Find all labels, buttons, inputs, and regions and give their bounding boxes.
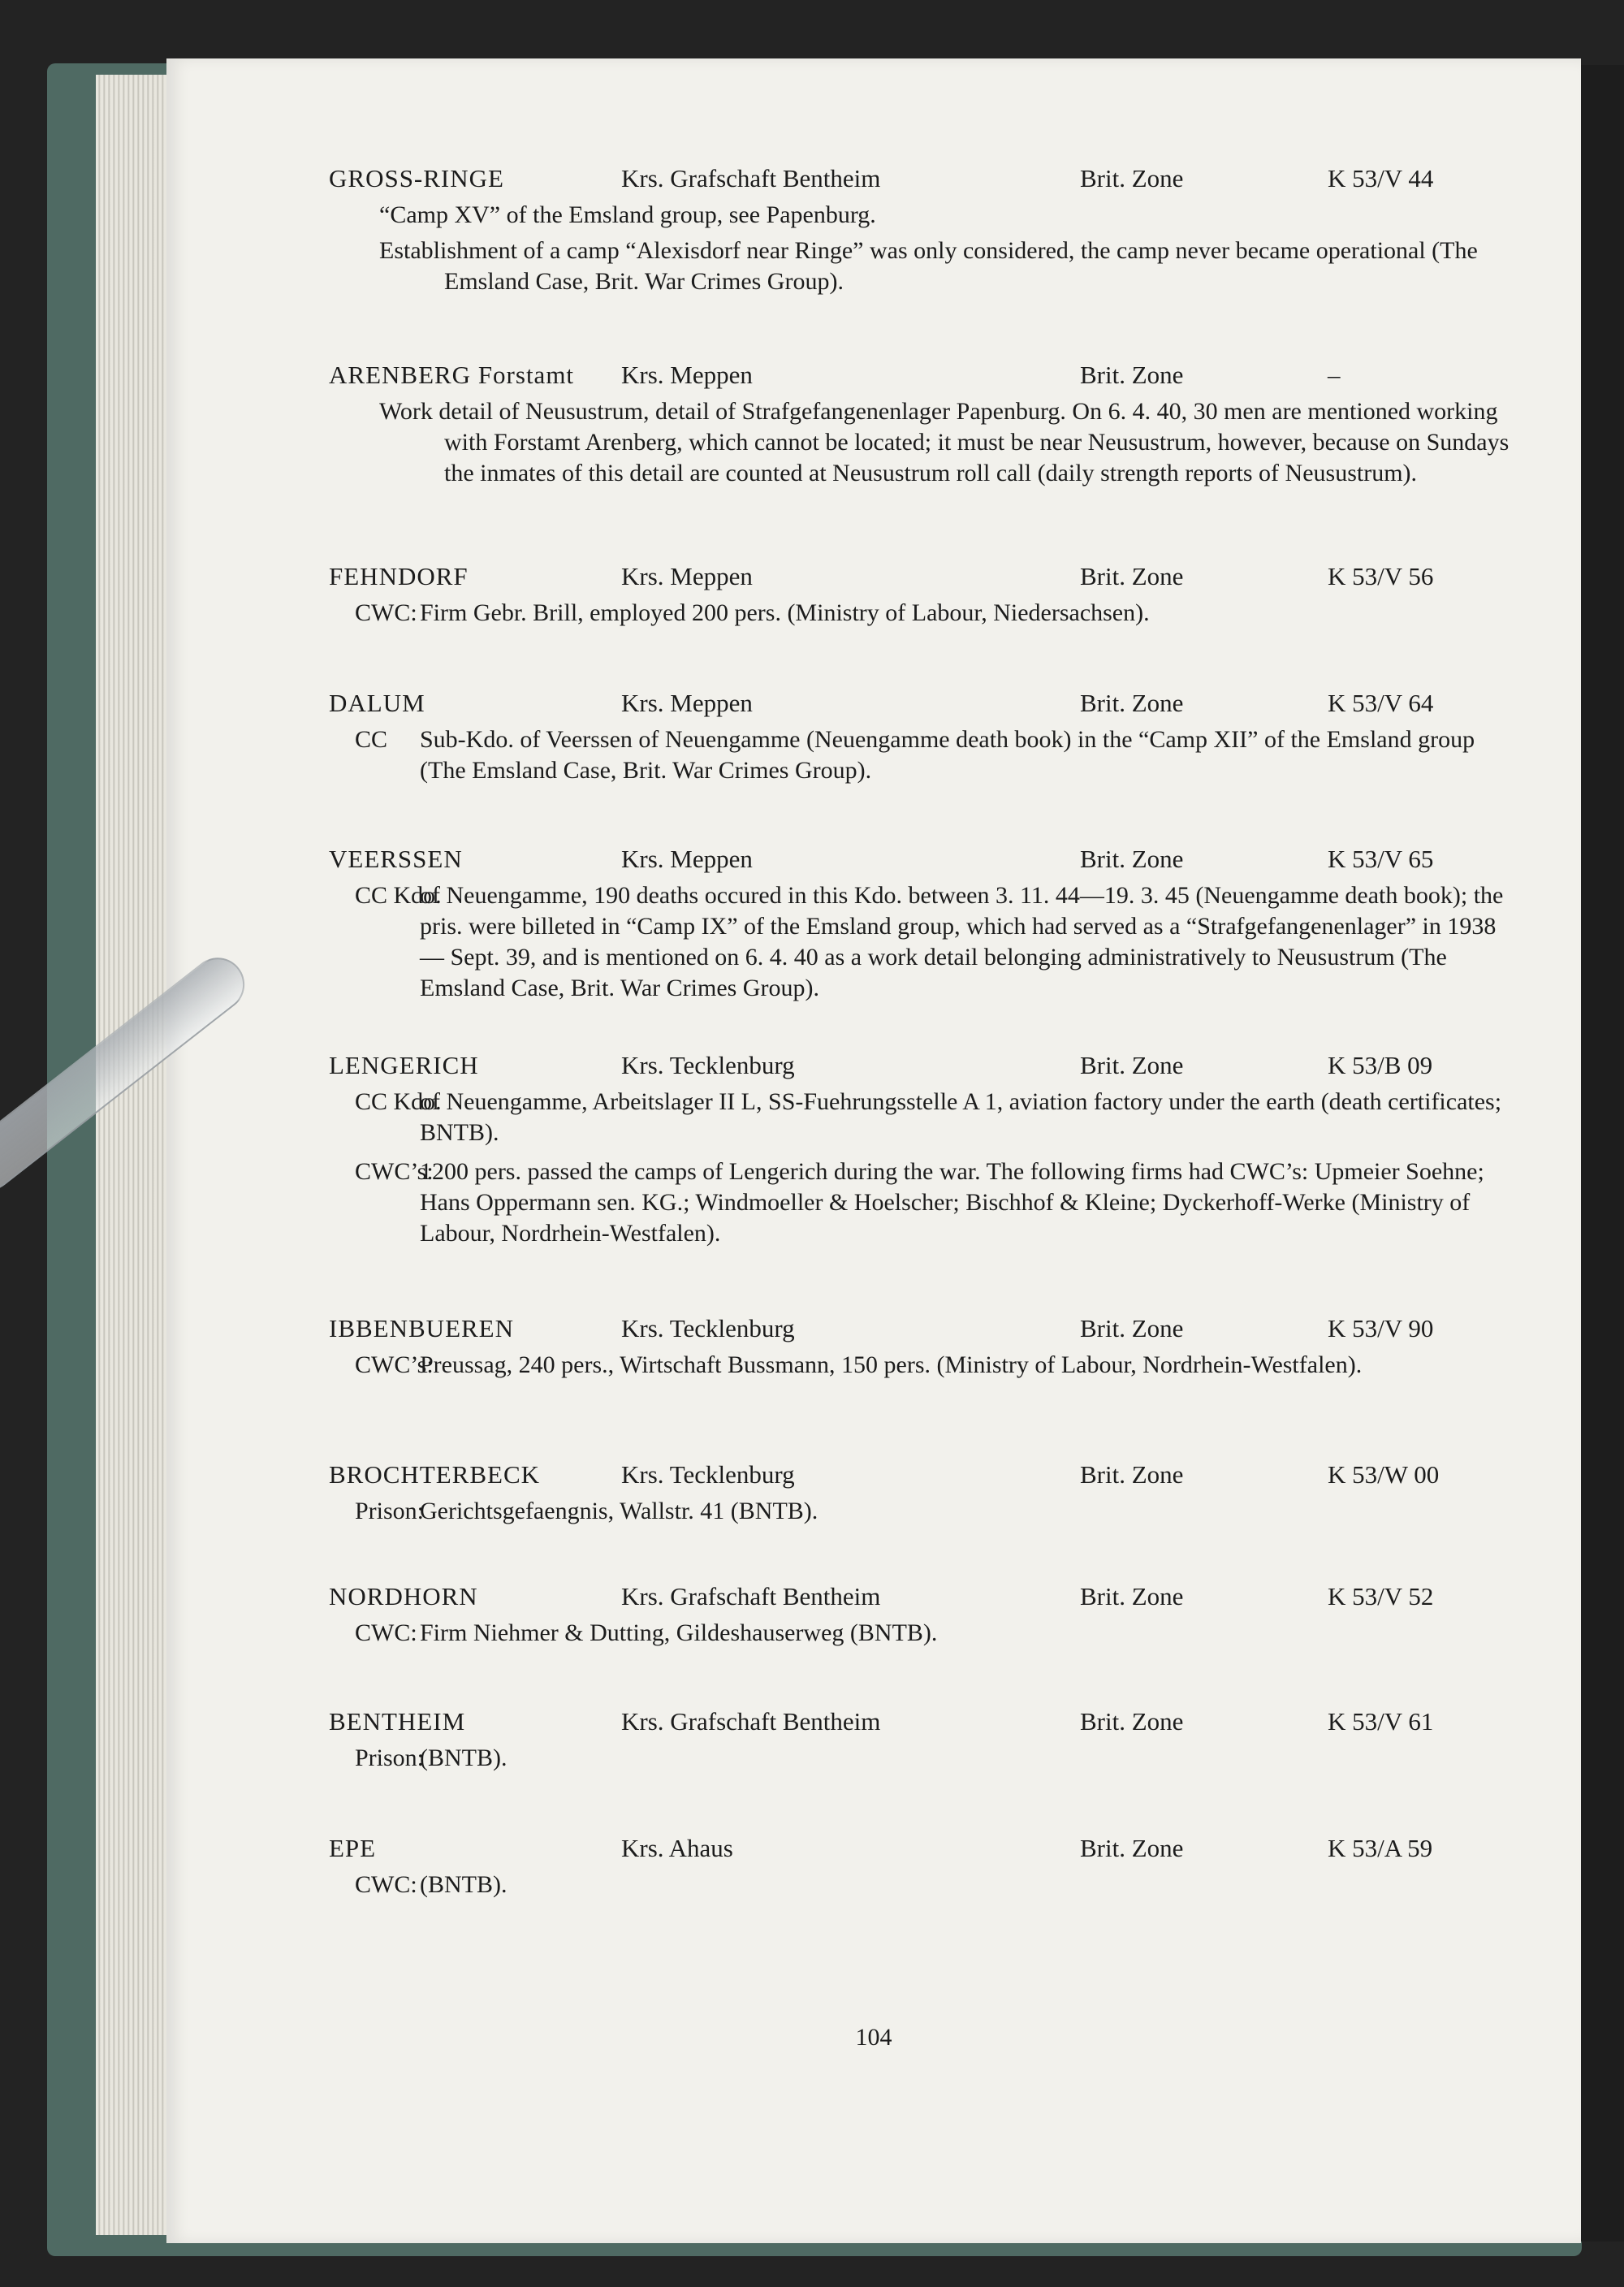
note-label: CWC: [355, 1871, 417, 1898]
entry-header [166, 1582, 1581, 1618]
entry-header [166, 845, 1581, 880]
note-text: (BNTB). [420, 1744, 508, 1771]
entry-lengerich [166, 1051, 1581, 1249]
entry-note [166, 724, 1581, 786]
entry-note: Work detail of Neusustrum, detail of Strafgefangenenlager Papenburg. On 6. 4. 40, 30 men are mentioned working with Forstamt Arenberg, which cannot be located; it must be near Neusustrum, however, because on Sundays the inmates of this detail are counted at Neusustrum roll call (daily strength reports of Neusustrum). [379, 398, 1510, 486]
zone: Brit. Zone [1080, 1051, 1184, 1079]
entry-note [166, 1743, 1581, 1774]
note-label: CWC’s: [355, 1158, 434, 1185]
right-gutter [1575, 65, 1624, 2242]
entry-header [166, 1460, 1581, 1496]
note-label: CWC: [355, 599, 417, 626]
map-reference: K 53/B 09 [1328, 1051, 1433, 1079]
zone: Brit. Zone [1080, 562, 1184, 590]
note-text: 1200 pers. passed the camps of Lengerich during the war. The following firms had CWC’s: Upmeier Soehne; Hans Oppermann sen. KG.; Windmoeller & Hoelscher; Bischhof & Kleine; Dyckerhoff-Werke (Ministry of Labour, Nordrhein-Westfalen). [420, 1158, 1484, 1247]
district: Krs. Meppen [621, 562, 753, 590]
district: Krs. Tecklenburg [621, 1051, 795, 1079]
place-name: NORDHORN [329, 1582, 478, 1610]
zone: Brit. Zone [1080, 361, 1184, 389]
zone: Brit. Zone [1080, 1314, 1184, 1342]
entry-note [166, 1870, 1581, 1900]
entry-note [166, 1087, 1581, 1148]
note-text: Sub-Kdo. of Veerssen of Neuengamme (Neuengamme death book) in the “Camp XII” of the Emsland group (The Emsland Case, Brit. War Crimes Group). [420, 726, 1475, 784]
place-name: LENGERICH [329, 1051, 479, 1079]
entry-gross-ringe [166, 164, 1581, 297]
place-name: FEHNDORF [329, 562, 469, 590]
district: Krs. Meppen [621, 361, 753, 389]
note-label: CWC’s: [355, 1351, 434, 1378]
zone: Brit. Zone [1080, 845, 1184, 873]
note-label: CC [355, 726, 388, 753]
map-reference: K 53/V 61 [1328, 1707, 1434, 1736]
note-text: of Neuengamme, Arbeitslager II L, SS-Fuehrungsstelle A 1, aviation factory under the earth (death certificates; BNTB). [420, 1088, 1502, 1146]
entry-header [166, 1051, 1581, 1087]
note-text: Gerichtsgefaengnis, Wallstr. 41 (BNTB). [420, 1498, 818, 1524]
place-name: VEERSSEN [329, 845, 463, 873]
zone: Brit. Zone [1080, 164, 1184, 192]
place-name: BENTHEIM [329, 1707, 466, 1736]
entry-header [166, 164, 1581, 200]
place-name: IBBENBUEREN [329, 1314, 514, 1342]
entry-note [166, 1496, 1581, 1527]
district: Krs. Tecklenburg [621, 1460, 795, 1489]
place-name: BROCHTERBECK [329, 1460, 541, 1489]
entry-header [166, 361, 1581, 396]
note-text: Firm Gebr. Brill, employed 200 pers. (Ministry of Labour, Niedersachsen). [420, 599, 1150, 626]
entry-header [166, 1834, 1581, 1870]
entry-bentheim [166, 1707, 1581, 1774]
note-label: CC Kdo. [355, 882, 442, 909]
place-name: GROSS-RINGE [329, 164, 504, 192]
district: Krs. Grafschaft Bentheim [621, 1582, 881, 1610]
entry-header [166, 1314, 1581, 1350]
district: Krs. Meppen [621, 845, 753, 873]
note-label: CC Kdo. [355, 1088, 442, 1115]
entry-note [166, 1350, 1581, 1381]
page-number: 104 [855, 2024, 892, 2051]
district: Krs. Tecklenburg [621, 1314, 795, 1342]
map-reference: K 53/V 64 [1328, 689, 1434, 717]
note-text: (BNTB). [420, 1871, 508, 1898]
entry-header [166, 1707, 1581, 1743]
zone: Brit. Zone [1080, 1582, 1184, 1610]
district: Krs. Ahaus [621, 1834, 733, 1862]
entry-note: “Camp XV” of the Emsland group, see Papenburg. [379, 201, 876, 228]
entry-note [166, 880, 1581, 1004]
map-reference: K 53/W 00 [1328, 1460, 1440, 1489]
zone: Brit. Zone [1080, 689, 1184, 717]
note-text: Firm Niehmer & Dutting, Gildeshauserweg (BNTB). [420, 1619, 938, 1646]
map-reference: K 53/A 59 [1328, 1834, 1433, 1862]
map-reference: – [1328, 361, 1341, 389]
note-label: Prison: [355, 1498, 425, 1524]
zone: Brit. Zone [1080, 1834, 1184, 1862]
district: Krs. Grafschaft Bentheim [621, 1707, 881, 1736]
entry-nordhorn [166, 1582, 1581, 1649]
entry-ibbenbueren [166, 1314, 1581, 1381]
note-text: Preussag, 240 pers., Wirtschaft Bussmann, 150 pers. (Ministry of Labour, Nordrhein-Westfalen). [420, 1351, 1363, 1378]
note-label: Prison: [355, 1744, 425, 1771]
district: Krs. Meppen [621, 689, 753, 717]
entry-header [166, 562, 1581, 598]
entry-note [166, 1156, 1581, 1249]
entry-note: Establishment of a camp “Alexisdorf near Ringe” was only considered, the camp never became operational (The Emsland Case, Brit. War Crimes Group). [379, 237, 1478, 295]
entry-dalum [166, 689, 1581, 786]
entry-arenberg [166, 361, 1581, 489]
map-reference: K 53/V 56 [1328, 562, 1434, 590]
entry-header [166, 689, 1581, 724]
district: Krs. Grafschaft Bentheim [621, 164, 881, 192]
map-reference: K 53/V 90 [1328, 1314, 1434, 1342]
entry-veerssen [166, 845, 1581, 1004]
place-name: DALUM [329, 689, 425, 717]
place-name: EPE [329, 1834, 377, 1862]
document-page [166, 58, 1581, 2243]
map-reference: K 53/V 44 [1328, 164, 1434, 192]
entry-brochterbeck [166, 1460, 1581, 1527]
entry-fehndorf [166, 562, 1581, 629]
entry-note [166, 598, 1581, 629]
map-reference: K 53/V 52 [1328, 1582, 1434, 1610]
zone: Brit. Zone [1080, 1460, 1184, 1489]
note-text: of Neuengamme, 190 deaths occured in this Kdo. between 3. 11. 44—19. 3. 45 (Neuengamme death book); the pris. were billeted in “Camp IX” of the Emsland group, which had served as a “Strafgefangenenlager” in 1938 — Sept. 39, and is mentioned on 6. 4. 40 as a work detail belonging administratively to Neusustrum (The Emsland Case, Brit. War Crimes Group). [420, 882, 1504, 1001]
place-name: ARENBERG Forstamt [329, 361, 575, 389]
entry-epe [166, 1834, 1581, 1900]
entry-note [166, 1618, 1581, 1649]
zone: Brit. Zone [1080, 1707, 1184, 1736]
map-reference: K 53/V 65 [1328, 845, 1434, 873]
note-label: CWC: [355, 1619, 417, 1646]
